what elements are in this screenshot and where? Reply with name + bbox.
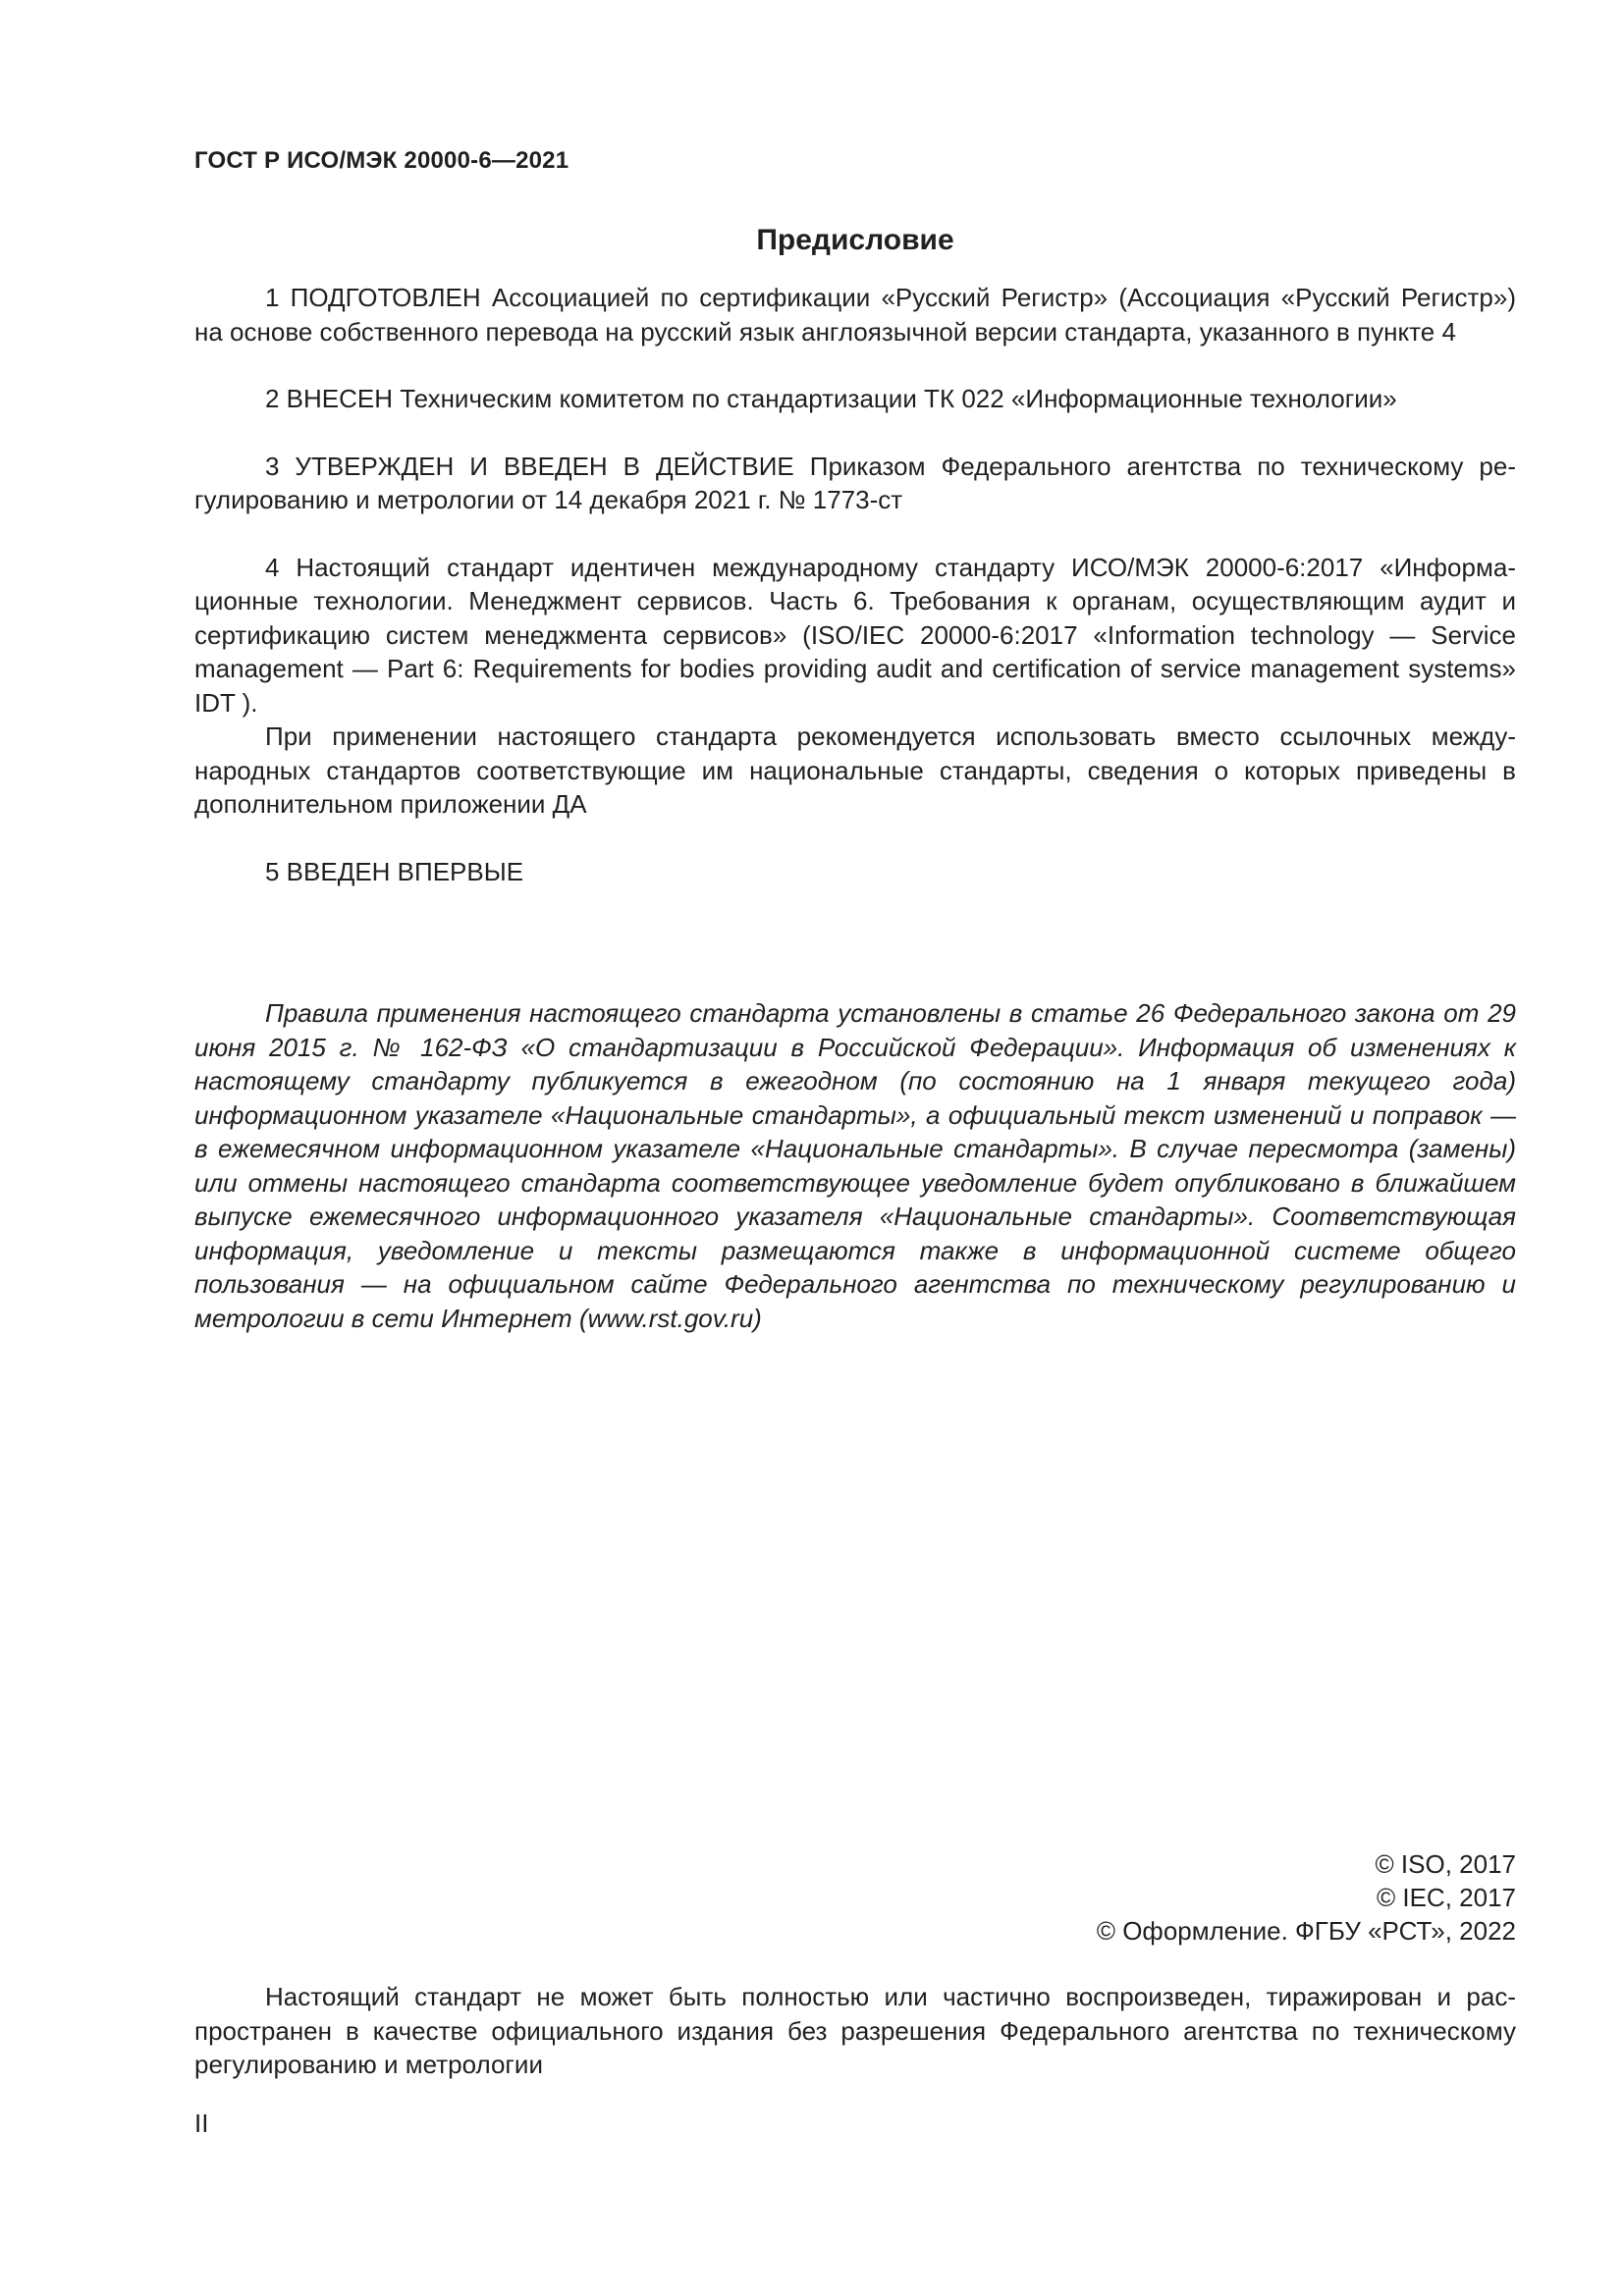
page-number: II <box>194 2109 209 2138</box>
standard-code: ГОСТ Р ИСО/МЭК 20000-6—2021 <box>194 147 569 174</box>
paragraph-national-standards: При применении настоящего стандарта рекомендуется использовать вместо ссылочных международных стандартов соответствующие им национальные стандарты, сведения о которых приведены в дополнительном приложении ДА <box>194 721 1516 819</box>
reprint-restriction-notice: Настоящий стандарт не может быть полностью или частично воспроизведен, тиражирован и распространен в качестве официального издания без разрешения Федерального агентства по техническому регулированию и метрологии <box>194 1982 1516 2079</box>
page-title: Предисловие <box>756 224 954 256</box>
paragraph-first-introduced: 5 ВВЕДЕН ВПЕРВЫЕ <box>265 856 524 886</box>
copyright-iso: © ISO, 2017 <box>1375 1849 1516 1879</box>
paragraph-identical: 4 Настоящий стандарт идентичен международному стандарту ИСО/МЭК 20000-6:2017 «Информационные технологии. Менеджмент сервисов. Часть 6. Требования к органам, осуществляющим аудит и сертификацию систем менеджмента сервисов» (ISO/IEC 20000-6:2017 «Information technology — Service management — Part 6: Requirements for bodies providing audit and certification of service management systems» IDT ). <box>194 552 1516 718</box>
application-rules-notice: Правила применения настоящего стандарта установлены в статье 26 Федерального закона от 29 июня 2015 г. № 162-ФЗ «О стандартизации в Российской Федерации». Информация об изменениях к настоящему стандарту публикуется в ежегодном (по состоянию на 1 января текущего года) информационном указателе «Национальные стандарты», а официальный текст изменений и поправок — в ежемесячном информационном указателе «Национальные стандарты». В случае пересмотра (замены) или отмены настоящего стандарта соответствующее уведомление будет опубликовано в ближайшем выпуске ежемесячного информационного указателя «Национальные стандарты». Соответствующая информация, уведомление и тексты размещаются также в информационной системе общего пользования — на официальном сайте Федерального агентства по техническому регулированию и метрологии в сети Интернет (www.rst.gov.ru) <box>194 998 1516 1333</box>
paragraph-introduced: 2 ВНЕСЕН Техническим комитетом по стандартизации ТК 022 «Информационные технологии» <box>265 384 1397 413</box>
copyright-rst: © Оформление. ФГБУ «РСТ», 2022 <box>1096 1916 1516 1946</box>
paragraph-prepared: 1 ПОДГОТОВЛЕН Ассоциацией по сертификации «Русский Регистр» (Ассоциация «Русский Регистр») на основе собственного перевода на русский язык англоязычной версии стандарта, указанного в пункте 4 <box>194 283 1516 347</box>
foreword-body <box>194 281 1516 888</box>
copyright-block <box>1097 1847 1516 1948</box>
paragraph-approved: 3 УТВЕРЖДЕН И ВВЕДЕН В ДЕЙСТВИЕ Приказом Федерального агентства по техническому регулированию и метрологии от 14 декабря 2021 г. № 1773-ст <box>194 451 1516 514</box>
copyright-iec: © IEC, 2017 <box>1376 1883 1516 1912</box>
